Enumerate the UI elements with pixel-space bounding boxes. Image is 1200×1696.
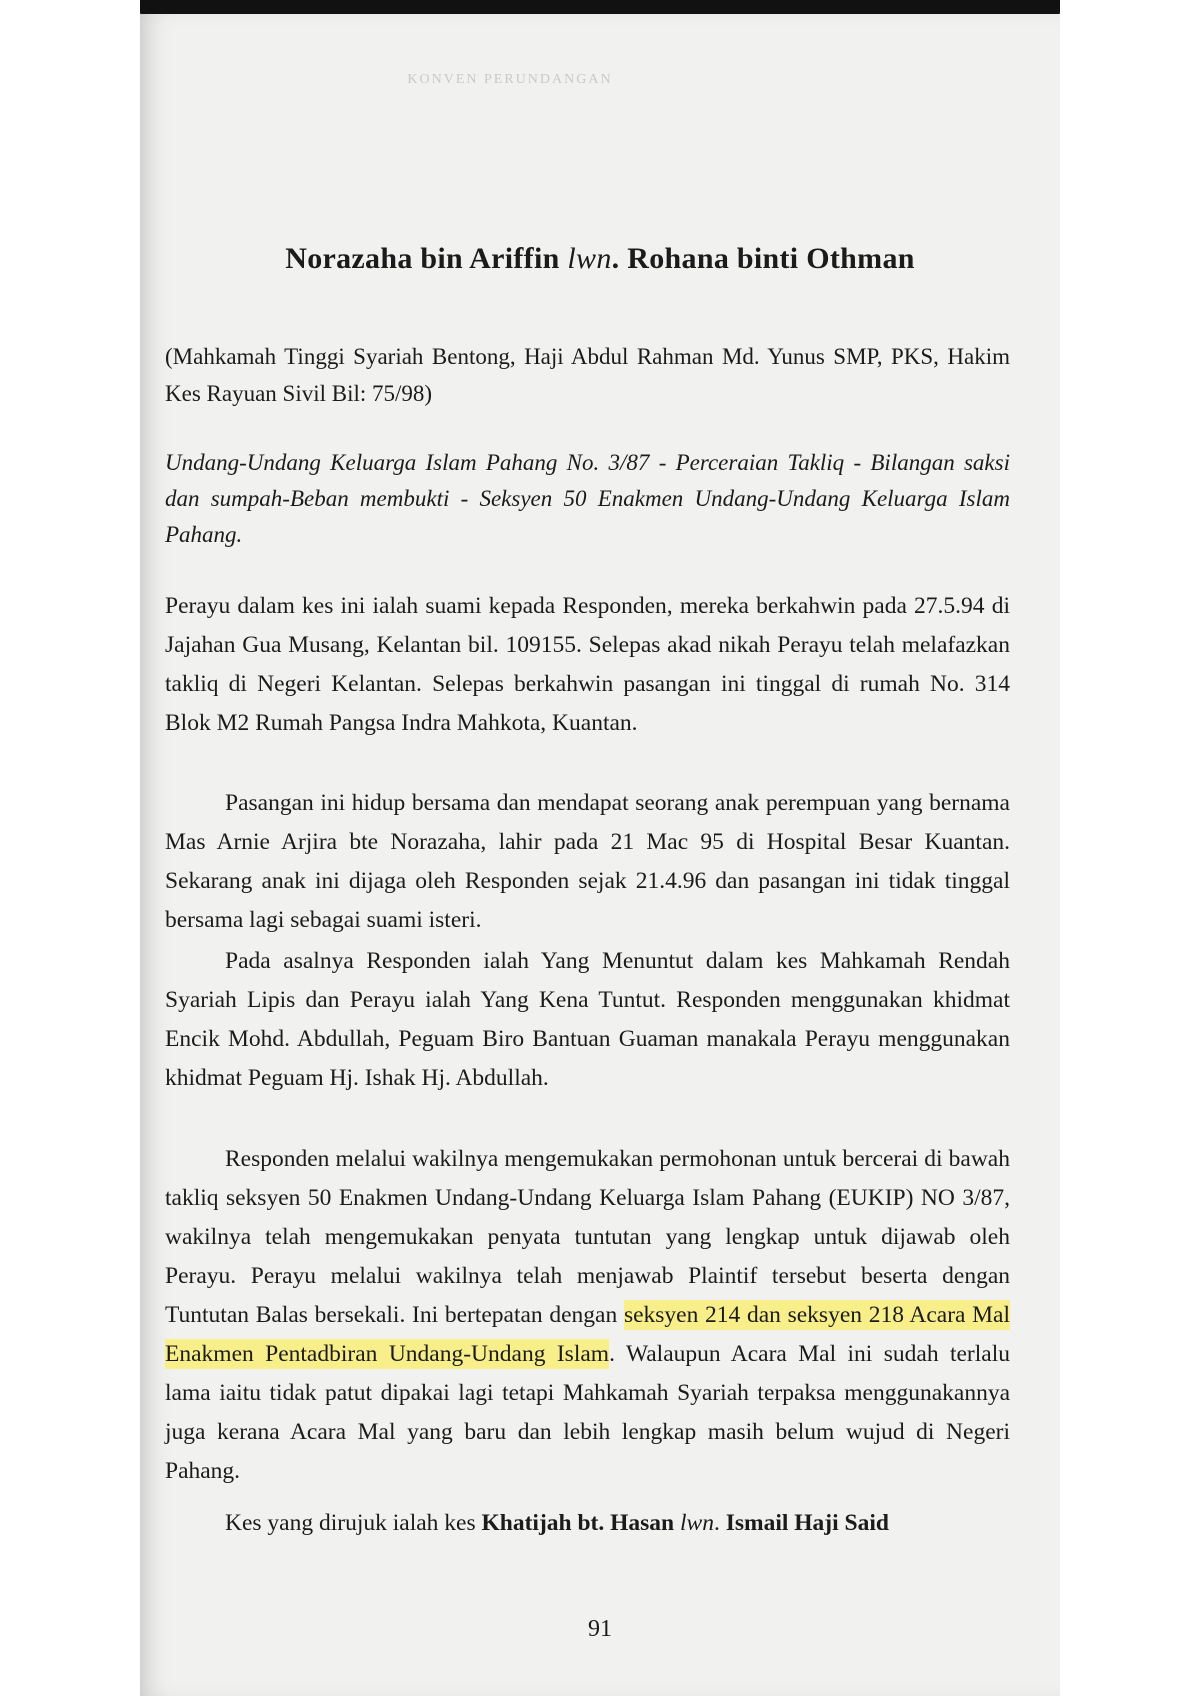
paragraph-4 [165,1140,1010,1491]
highlighted-text: seksyen 214 dan seksyen 218 Acara Mal Enakmen Pentadbiran Undang-Undang Islam [165,1302,1010,1367]
paragraph-4-text-b: . Walaupun Acara Mal ini sudah terlalu lama iaitu tidak patut dipakai lagi tetapi Mahkamah Syariah terpaksa menggunakannya juga kerana Acara Mal yang baru dan lebih lengkap masih belum wujud di Negeri Pahang. [165,1341,1010,1484]
paragraph-5: Kes yang dirujuk ialah kes Khatijah bt. Hasan lwn. Ismail Haji Said [225,1510,889,1536]
case-ref-lwn: lwn [679,1510,714,1536]
paragraph-1: Perayu dalam kes ini ialah suami kepada Responden, mereka berkahwin pada 27.5.94 di Jajahan Gua Musang, Kelantan bil. 109155. Selepas akad nikah Perayu telah melafazkan takliq di Negeri Kelantan. Selepas berkahwin pasangan ini tinggal di rumah No. 314 Blok M2 Rumah Pangsa Indra Mahkota, Kuantan. [165,593,1010,736]
page-number: 91 [588,1616,612,1642]
paragraph-2: Pasangan ini hidup bersama dan mendapat seorang anak perempuan yang bernama Mas Arnie Arjira bte Norazaha, lahir pada 21 Mac 95 di Hospital Besar Kuantan. Sekarang anak ini dijaga oleh Responden sejak 21.4.96 dan pasangan ini tidak tinggal bersama lagi sebagai suami isteri. [165,790,1010,933]
case-ref-party-2: Ismail Haji Said [725,1510,889,1536]
case-title: Norazaha bin Ariffin lwn. Rohana binti Othman [285,242,915,275]
paragraph-3: Pada asalnya Responden ialah Yang Menuntut dalam kes Mahkamah Rendah Syariah Lipis dan Perayu ialah Yang Kena Tuntut. Responden menggunakan khidmat Encik Mohd. Abdullah, Peguam Biro Bantuan Guaman manakala Perayu menggunakan khidmat Peguam Hj. Ishak Hj. Abdullah. [165,948,1010,1091]
court-info: (Mahkamah Tinggi Syariah Bentong, Haji Abdul Rahman Md. Yunus SMP, PKS, Hakim Kes Rayuan Sivil Bil: 75/98) [165,344,1010,406]
title-party-2: Rohana binti Othman [627,242,915,275]
case-ref-party-1: Khatijah bt. Hasan [481,1510,675,1536]
case-keywords: Undang-Undang Keluarga Islam Pahang No. 3/87 - Perceraian Takliq - Bilangan saksi dan sumpah-Beban membukti - Seksyen 50 Enakmen Undang-Undang Keluarga Islam Pahang. [165,450,1010,547]
running-header: KONVEN PERUNDANGAN [407,72,613,87]
title-lwn: lwn [567,242,612,275]
paragraph-4-text-a: Responden melalui wakilnya mengemukakan permohonan untuk bercerai di bawah takliq seksyen 50 Enakmen Undang-Undang Keluarga Islam Pahang (EUKIP) NO 3/87, wakilnya telah mengemukakan penyata tuntutan yang lengkap untuk dijawab oleh Perayu. Perayu melalui wakilnya telah menjawab Plaintif tersebut beserta dengan Tuntutan Balas bersekali. Ini bertepatan dengan [165,1146,1010,1328]
paragraph-5-text: Kes yang dirujuk ialah kes [225,1510,482,1536]
title-party-1: Norazaha bin Ariffin [285,242,560,275]
